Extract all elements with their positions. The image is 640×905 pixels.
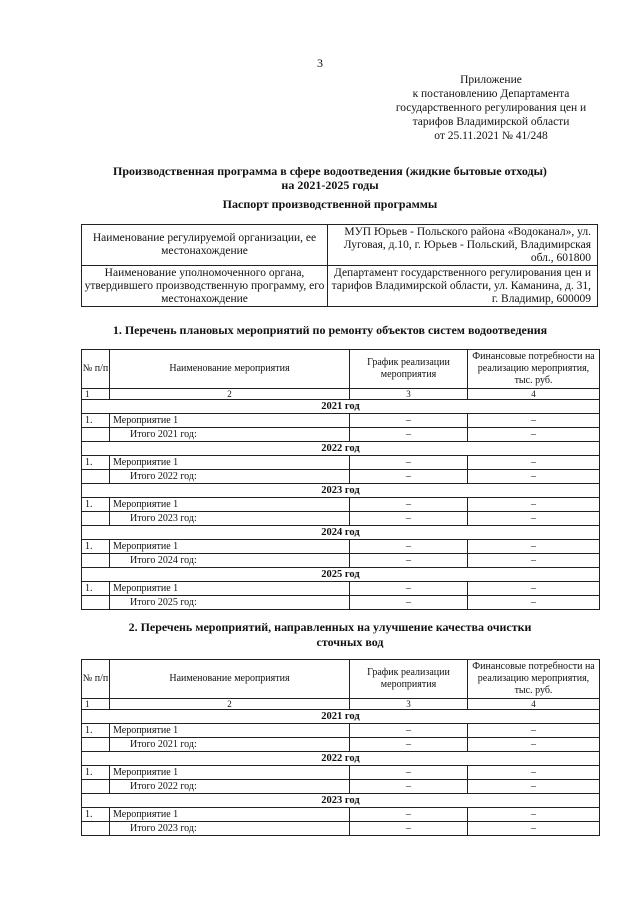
table-header-row [82, 660, 600, 699]
header-schedule: График реализации мероприятия [350, 350, 468, 389]
section2-title-line: 2. Перечень мероприятий, направленных на улучшение качества очистки [128, 620, 532, 634]
schedule-cell: – [350, 766, 468, 780]
total-label: Итого 2021 год: [110, 428, 350, 442]
row-number: 1. [82, 498, 110, 512]
schedule-cell: – [350, 470, 468, 484]
header-num: № п/п [82, 660, 110, 699]
empty-cell [82, 470, 110, 484]
index-cell: 2 [110, 389, 350, 400]
activity-name: Мероприятие 1 [110, 498, 350, 512]
header-name: Наименование мероприятия [110, 350, 350, 389]
schedule-cell: – [350, 724, 468, 738]
finance-cell: – [468, 738, 600, 752]
passport-title: Паспорт производственной программы [222, 197, 438, 211]
appendix-line: от 25.11.2021 № 41/248 [434, 130, 548, 142]
index-cell: 3 [350, 699, 468, 710]
year-label: 2021 год [82, 710, 600, 724]
table-row [82, 808, 600, 822]
finance-cell: – [468, 470, 600, 484]
row-number: 1. [82, 414, 110, 428]
index-cell: 4 [468, 699, 600, 710]
year-label: 2022 год [82, 752, 600, 766]
finance-cell: – [468, 766, 600, 780]
total-label: Итого 2024 год: [110, 554, 350, 568]
index-cell: 1 [82, 389, 110, 400]
section1-title: 1. Перечень плановых мероприятий по ремонту объектов систем водоотведения [112, 323, 548, 337]
activity-name: Мероприятие 1 [110, 414, 350, 428]
passport-value: МУП Юрьев - Польского района «Водоканал», ул. Луговая, д.10, г. Юрьев - Польский, Владимирская обл., 601800 [328, 225, 598, 266]
header-num: № п/п [82, 350, 110, 389]
year-row [82, 752, 600, 766]
finance-cell: – [468, 724, 600, 738]
year-row [82, 710, 600, 724]
total-row [82, 554, 600, 568]
total-row [82, 512, 600, 526]
title-line: на 2021-2025 годы [281, 178, 379, 192]
index-cell: 2 [110, 699, 350, 710]
empty-cell [82, 596, 110, 610]
total-row [82, 428, 600, 442]
page-number: 3 [317, 56, 323, 70]
activity-name: Мероприятие 1 [110, 808, 350, 822]
header-finance: Финансовые потребности на реализацию мероприятия, тыс. руб. [468, 350, 600, 389]
activity-name: Мероприятие 1 [110, 456, 350, 470]
finance-cell: – [468, 428, 600, 442]
total-label: Итого 2022 год: [110, 470, 350, 484]
finance-cell: – [468, 554, 600, 568]
table-row [82, 766, 600, 780]
row-number: 1. [82, 724, 110, 738]
passport-label: Наименование уполномоченного органа, утвердившего производственную программу, его местонахождение [82, 266, 328, 307]
empty-cell [82, 512, 110, 526]
row-number: 1. [82, 808, 110, 822]
finance-cell: – [468, 582, 600, 596]
section1-table [81, 349, 600, 610]
year-row [82, 794, 600, 808]
table-row [82, 225, 598, 266]
table-header-row [82, 350, 600, 389]
year-label: 2025 год [82, 568, 600, 582]
finance-cell: – [468, 512, 600, 526]
total-label: Итого 2023 год: [110, 512, 350, 526]
total-label: Итого 2025 год: [110, 596, 350, 610]
schedule-cell: – [350, 822, 468, 836]
finance-cell: – [468, 498, 600, 512]
activity-name: Мероприятие 1 [110, 766, 350, 780]
row-number: 1. [82, 456, 110, 470]
finance-cell: – [468, 456, 600, 470]
schedule-cell: – [350, 554, 468, 568]
total-label: Итого 2023 год: [110, 822, 350, 836]
title-line: Производственная программа в сфере водоотведения (жидкие бытовые отходы) [113, 164, 547, 178]
total-row [82, 822, 600, 836]
index-cell: 1 [82, 699, 110, 710]
table-row [82, 724, 600, 738]
passport-table [81, 224, 598, 307]
section2-title [60, 620, 600, 650]
index-row [82, 699, 600, 710]
schedule-cell: – [350, 456, 468, 470]
schedule-cell: – [350, 428, 468, 442]
year-label: 2023 год [82, 794, 600, 808]
passport-label: Наименование регулируемой организации, ее местонахождение [82, 225, 328, 266]
appendix-line: Приложение [460, 74, 522, 86]
year-label: 2023 год [82, 484, 600, 498]
finance-cell: – [468, 414, 600, 428]
total-row [82, 738, 600, 752]
table-row [82, 266, 598, 307]
empty-cell [82, 822, 110, 836]
section2-title-line: сточных вод [316, 635, 384, 649]
total-label: Итого 2021 год: [110, 738, 350, 752]
total-row [82, 780, 600, 794]
index-row [82, 389, 600, 400]
schedule-cell: – [350, 596, 468, 610]
year-row [82, 568, 600, 582]
table-row [82, 582, 600, 596]
appendix-line: тарифов Владимирской области [412, 116, 570, 128]
activity-name: Мероприятие 1 [110, 724, 350, 738]
finance-cell: – [468, 540, 600, 554]
schedule-cell: – [350, 808, 468, 822]
year-label: 2024 год [82, 526, 600, 540]
schedule-cell: – [350, 780, 468, 794]
year-label: 2021 год [82, 400, 600, 414]
row-number: 1. [82, 582, 110, 596]
empty-cell [82, 738, 110, 752]
appendix-header [386, 73, 596, 143]
row-number: 1. [82, 766, 110, 780]
schedule-cell: – [350, 738, 468, 752]
schedule-cell: – [350, 512, 468, 526]
passport-value: Департамент государственного регулирования цен и тарифов Владимирской области, ул. Каманина, д. 31, г. Владимир, 600009 [328, 266, 598, 307]
schedule-cell: – [350, 498, 468, 512]
year-row [82, 400, 600, 414]
schedule-cell: – [350, 414, 468, 428]
row-number: 1. [82, 540, 110, 554]
total-row [82, 470, 600, 484]
table-row [82, 414, 600, 428]
appendix-line: к постановлению Департамента [412, 88, 570, 100]
section2-table [81, 659, 600, 836]
total-row [82, 596, 600, 610]
empty-cell [82, 554, 110, 568]
empty-cell [82, 780, 110, 794]
appendix-line: государственного регулирования цен и [395, 102, 587, 114]
year-row [82, 484, 600, 498]
schedule-cell: – [350, 540, 468, 554]
activity-name: Мероприятие 1 [110, 582, 350, 596]
finance-cell: – [468, 596, 600, 610]
index-cell: 3 [350, 389, 468, 400]
schedule-cell: – [350, 582, 468, 596]
header-name: Наименование мероприятия [110, 660, 350, 699]
table-row [82, 540, 600, 554]
finance-cell: – [468, 780, 600, 794]
finance-cell: – [468, 808, 600, 822]
header-schedule: График реализации мероприятия [350, 660, 468, 699]
activity-name: Мероприятие 1 [110, 540, 350, 554]
table-row [82, 498, 600, 512]
year-label: 2022 год [82, 442, 600, 456]
header-finance: Финансовые потребности на реализацию мероприятия, тыс. руб. [468, 660, 600, 699]
total-label: Итого 2022 год: [110, 780, 350, 794]
index-cell: 4 [468, 389, 600, 400]
finance-cell: – [468, 822, 600, 836]
table-row [82, 456, 600, 470]
year-row [82, 442, 600, 456]
empty-cell [82, 428, 110, 442]
year-row [82, 526, 600, 540]
document-title [60, 164, 600, 192]
